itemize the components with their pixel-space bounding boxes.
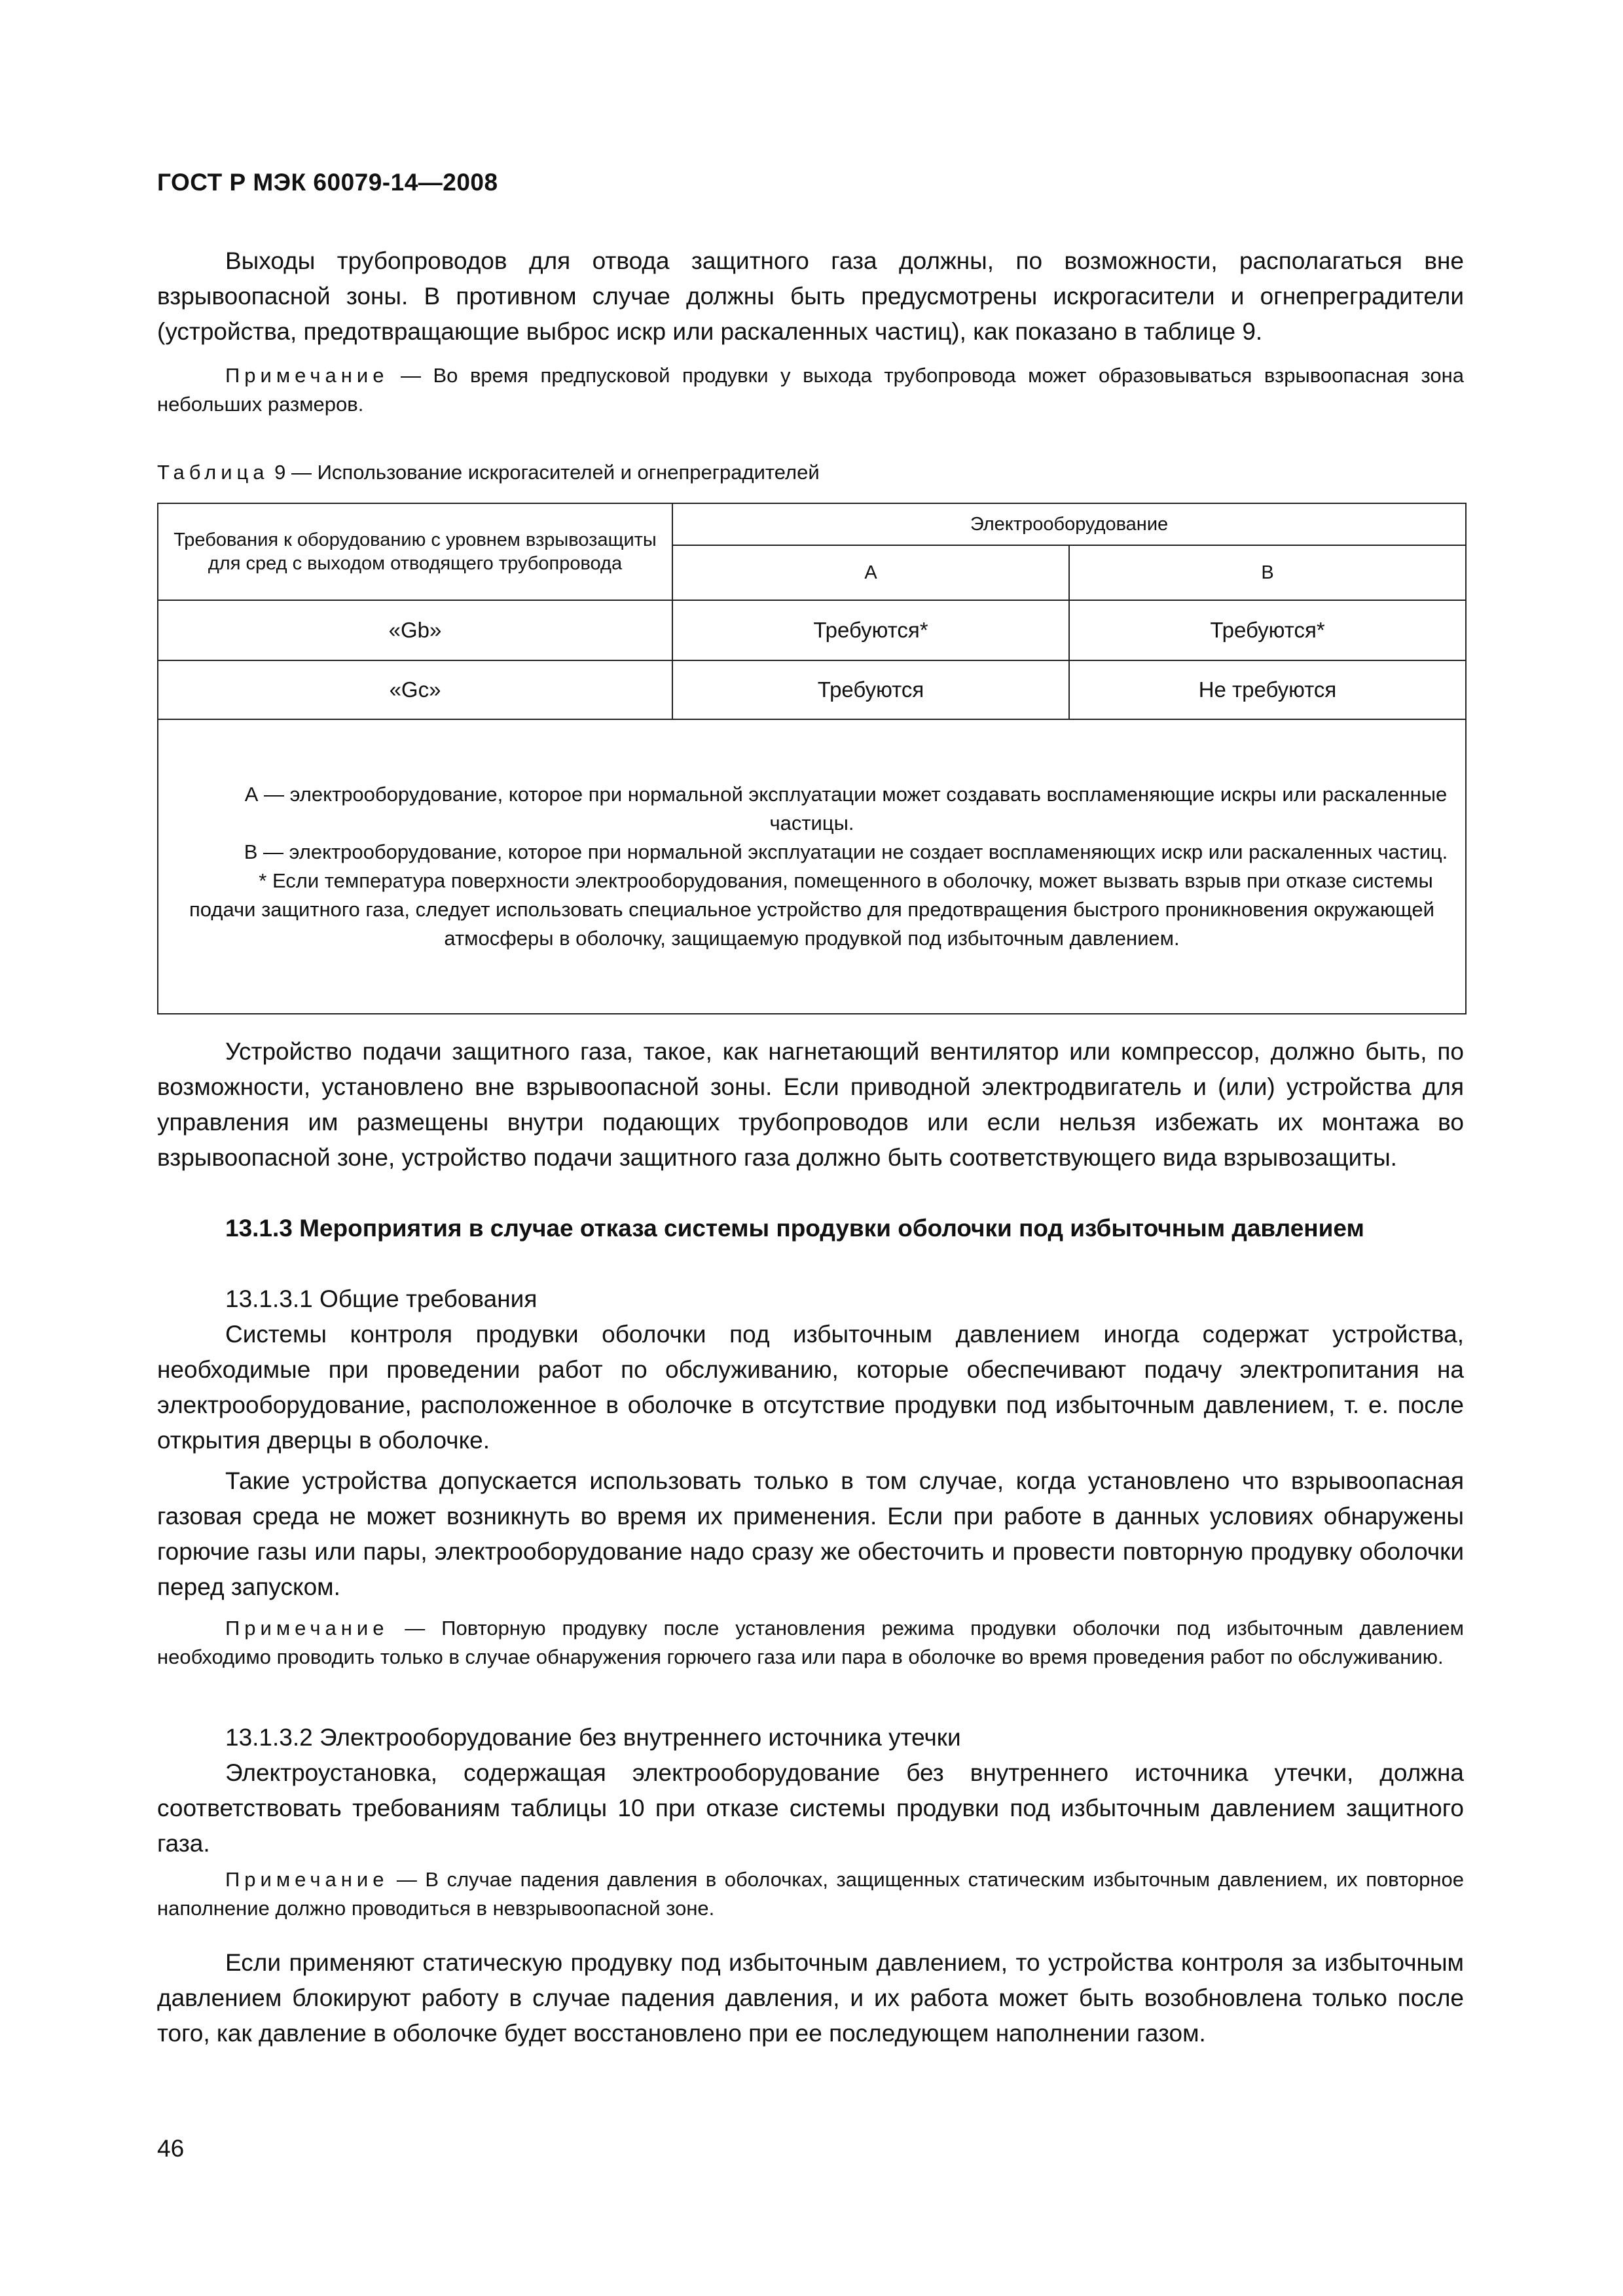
note-label: Примечание [225,1617,389,1640]
table-footnotes [158,719,1466,1014]
paragraph-control-systems [157,1317,1464,1458]
paragraph-text: Если применяют статическую продувку под избыточным давлением, то устройства контроля за избыточным давлением блокируют работу в случае падения давления, и их работа может быть возобновлена только после того, как давление в оболочке будет восстановлено при ее последующем наполнении газом. [157,1949,1464,2047]
paragraph-gas-supply-device [157,1034,1464,1175]
paragraph-device-usage [157,1463,1464,1605]
paragraph-text: Выходы трубопроводов для отвода защитного газа должны, по возможности, располагаться вне взрывоопасной зоны. В противном случае должны быть предусмотрены искрогасители и огнепреградители (устройства, предотвращающие выброс искр или раскаленных частиц), как показано в таблице 9. [157,247,1464,345]
table-cell-b: Требуются* [1069,600,1466,660]
paragraph-static-purge [157,1945,1464,2051]
table-header-equipment: Электрооборудование [672,503,1466,545]
note-pre-start-purge [157,361,1464,419]
footnote-b: В — электрооборудование, которое при нормальной эксплуатации не создает воспламеняющих искр или раскаленных частиц. [244,840,1448,863]
note-text: — Повторную продувку после установления режима продувки оболочки под избыточным давлением необходимо проводить только в случае обнаружения горючего газа или пара в оболочке во время проведения работ по обслуживанию. [157,1617,1464,1668]
note-label: Примечание [225,1868,389,1891]
note-label: Примечание [225,364,389,387]
table-header-requirements: Требования к оборудованию с уровнем взрывозащиты для сред с выходом отводящего трубопровода [158,503,672,600]
table-cell-b: Не требуются [1069,660,1466,719]
section-13-1-3-1-heading [157,1282,1464,1317]
table-cell-level: «Gc» [158,660,672,719]
paragraph-text: Такие устройства допускается использовать только в том случае, когда установлено что взрывоопасная газовая среда не может возникнуть во время их применения. Если при работе в данных условиях обнаружены горючие газы или пары, электрооборудование надо сразу же обесточить и провести повторную продувку оболочки перед запуском. [157,1467,1464,1600]
footnote-a: А — электрооборудование, которое при нормальной эксплуатации может создавать воспламеняющие искры или раскаленные частицы. [244,783,1448,834]
note-text: — В случае падения давления в оболочках, защищенных статическим избыточным давлением, их повторное наполнение должно проводиться в невзрывоопасной зоне. [157,1868,1464,1920]
note-static-pressure [157,1865,1464,1923]
note-repeated-purge [157,1614,1464,1672]
paragraph-text: Системы контроля продувки оболочки под избыточным давлением иногда содержат устройства, необходимые при проведении работ по обслуживанию, которые обеспечивают подачу электропитания на электрооборудование, расположенное в оболочке в отсутствие продувки под избыточным давлением, т. е. после открытия дверцы в оболочке. [157,1321,1464,1454]
paragraph-text: Устройство подачи защитного газа, такое, как нагнетающий вентилятор или компрессор, должно быть, по возможности, установлено вне взрывоопасной зоны. Если приводной электродвигатель и (или) устройства для управления им размещены внутри подающих трубопроводов или если нельзя избежать их монтажа во взрывоопасной зоне, устройство подачи защитного газа должно быть соответствующего вида взрывозащиты. [157,1038,1464,1171]
table-caption-label: Таблица [157,461,269,484]
table-caption-text: 9 — Использование искрогасителей и огнепреградителей [268,461,820,484]
subsection-heading: 13.1.3.2 Электрооборудование без внутреннего источника утечки [225,1724,961,1751]
table-row [158,600,1466,660]
section-heading: 13.1.3 Мероприятия в случае отказа системы продувки оболочки под избыточным давлением [225,1215,1364,1242]
table-cell-a: Требуются* [672,600,1069,660]
paragraph-installation [157,1755,1464,1861]
document-header: ГОСТ Р МЭК 60079-14—2008 [157,169,498,196]
paragraph-text: Электроустановка, содержащая электрооборудование без внутреннего источника утечки, должна соответствовать требованиям таблицы 10 при отказе системы продувки под избыточным давлением защитного газа. [157,1759,1464,1857]
table-header-col-b: В [1069,545,1466,600]
table-caption [157,458,1464,487]
table-header-col-a: А [672,545,1069,600]
section-13-1-3-2-heading [157,1720,1464,1755]
table-row [158,660,1466,719]
footnote-asterisk: * Если температура поверхности электрооборудования, помещенного в оболочку, может вызвать взрыв при отказе системы подачи защитного газа, следует использовать специальное устройство для предотвращения быстрого проникновения окружающей атмосферы в оболочку, защищаемую продувкой под избыточным давлением. [189,869,1434,950]
table-cell-level: «Gb» [158,600,672,660]
table-9 [157,503,1467,1014]
paragraph-gas-outlets [157,243,1464,350]
note-text: — Во время предпусковой продувки у выхода трубопровода может образовываться взрывоопасная зона небольших размеров. [157,364,1464,416]
section-13-1-3-heading [157,1211,1464,1246]
table-cell-a: Требуются [672,660,1069,719]
subsection-heading: 13.1.3.1 Общие требования [225,1285,538,1312]
page-number: 46 [157,2135,185,2162]
